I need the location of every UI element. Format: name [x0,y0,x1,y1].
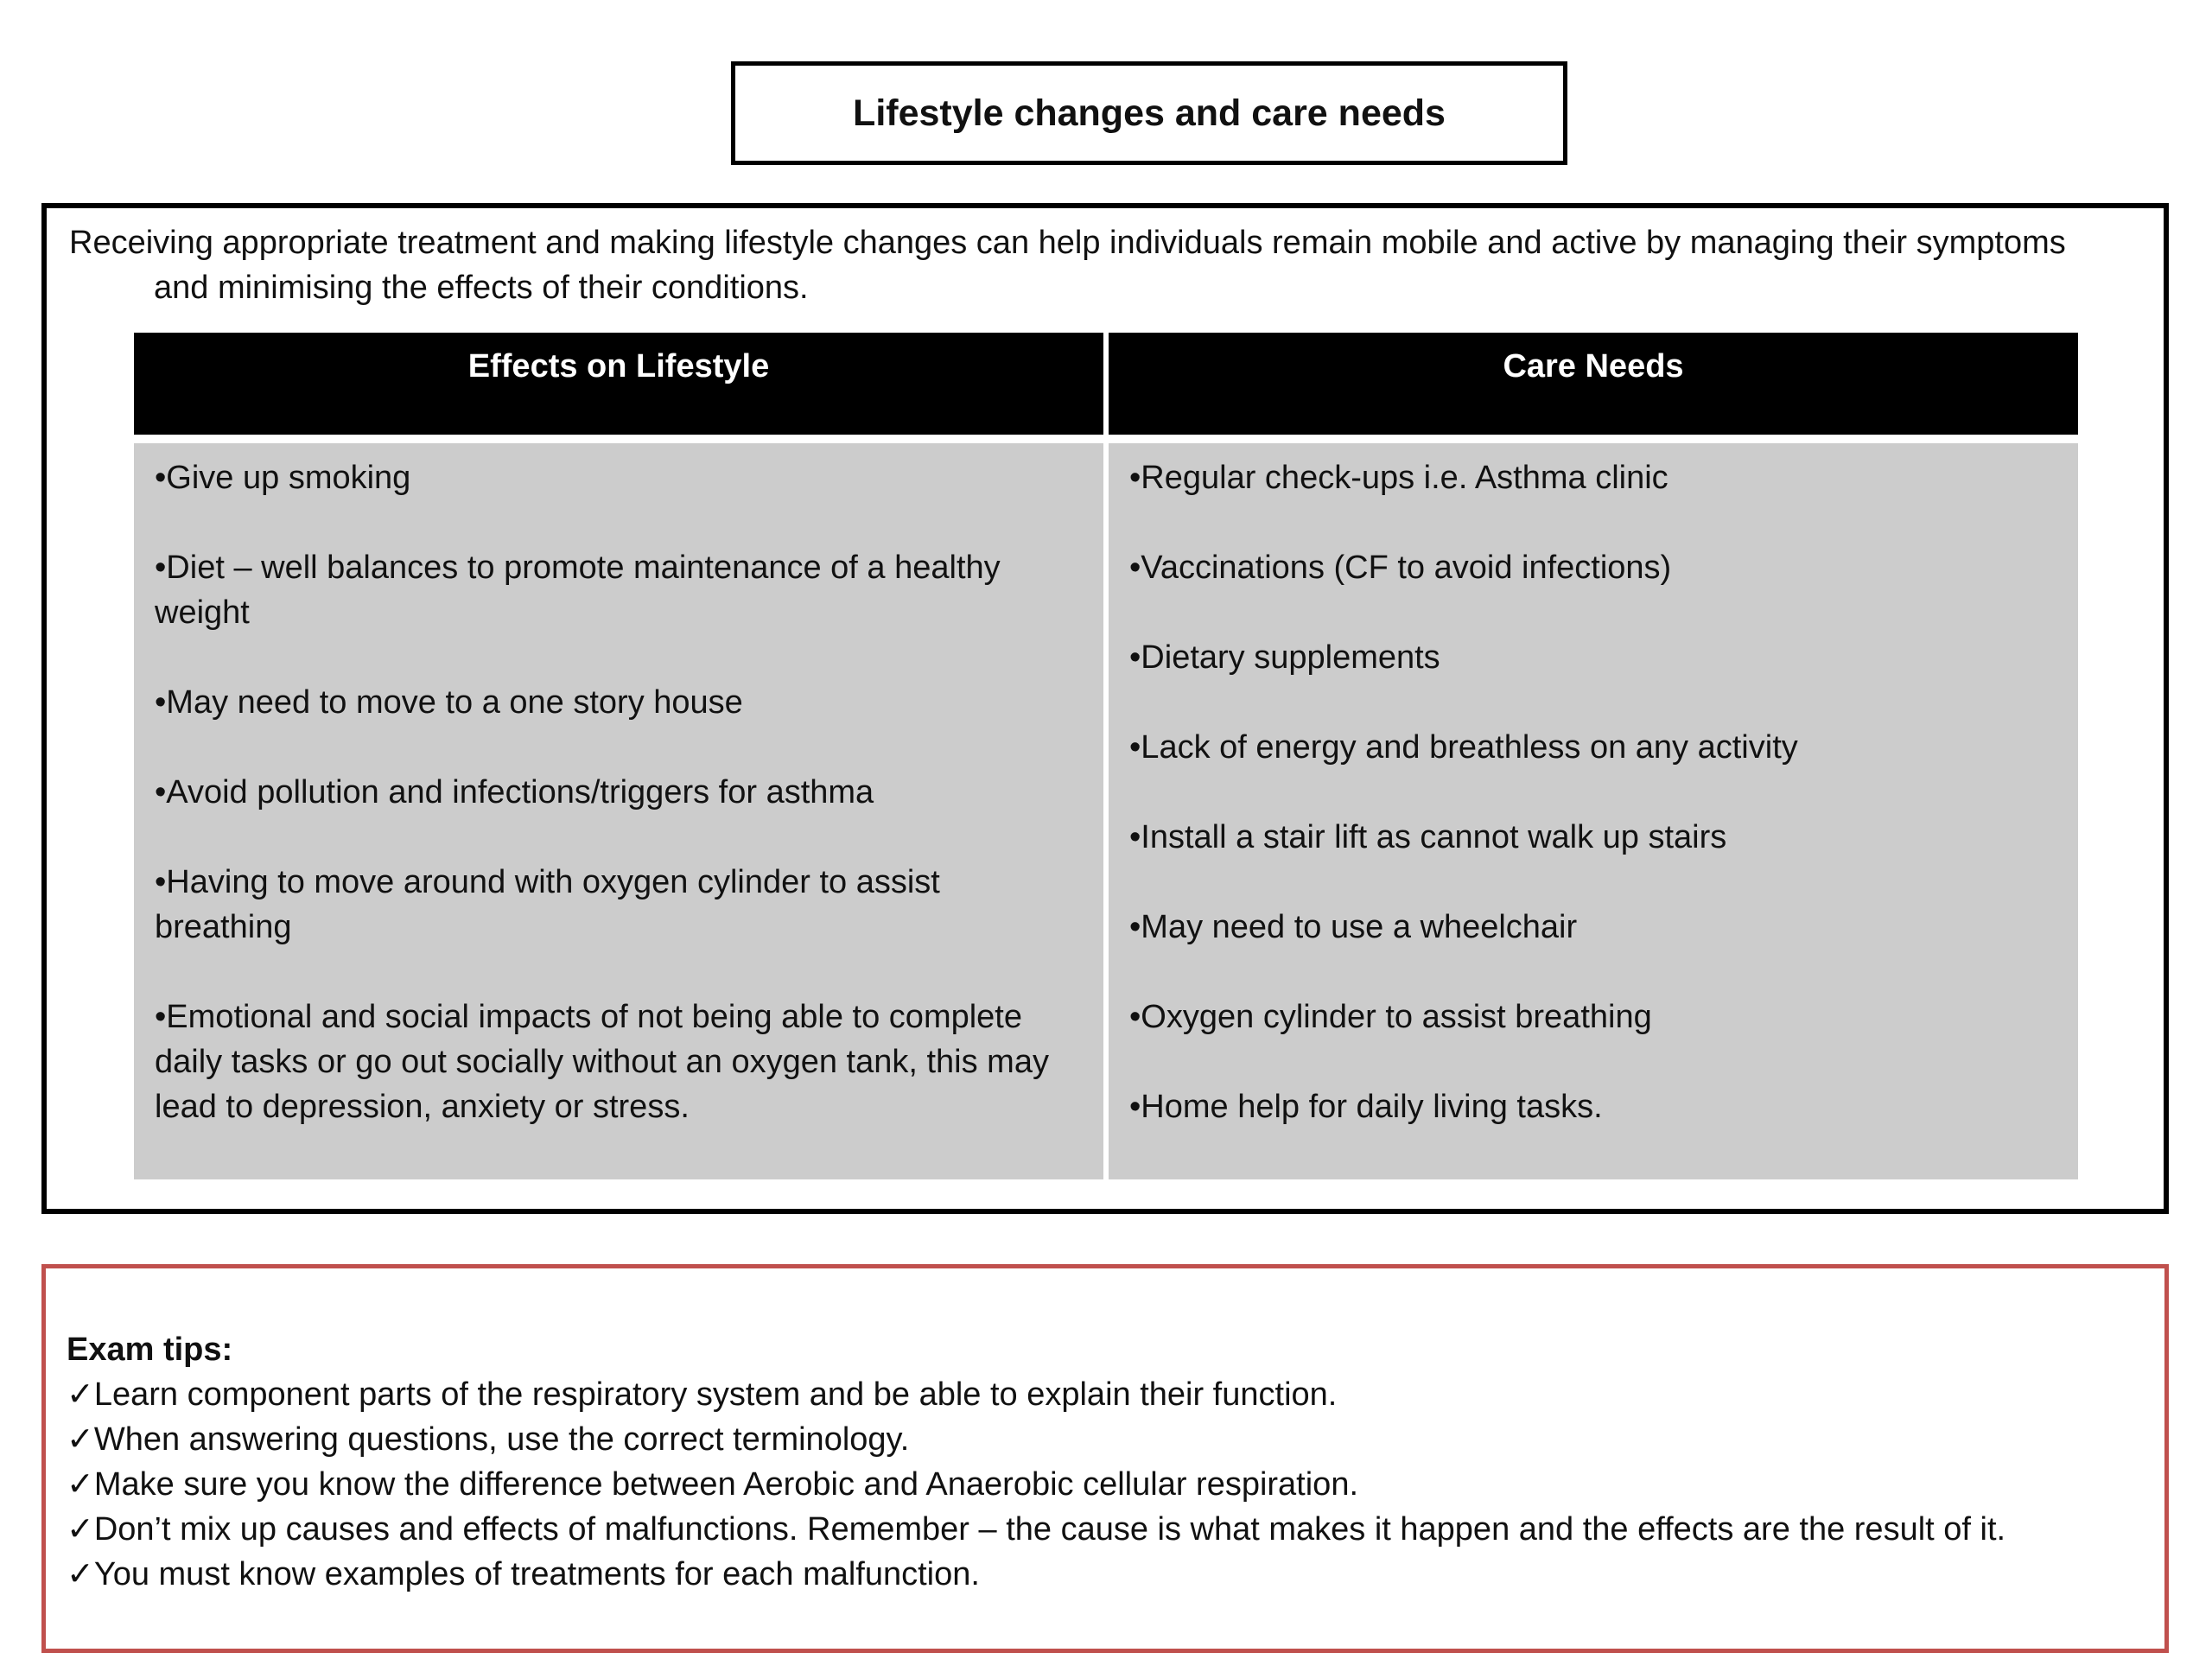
effects-item: •Give up smoking [155,460,411,496]
page-title [731,61,1567,165]
exam-tips-panel [41,1264,2169,1653]
care-needs-item: •Dietary supplements [1129,639,1440,676]
care-needs-item: •Regular check-ups i.e. Asthma clinic [1129,460,1669,496]
effects-item: •Emotional and social impacts of not being able to complete daily tasks or go out socially without an oxygen tank, this may lead to depression, anxiety or stress. [155,999,1049,1125]
exam-tip [67,1507,2005,1552]
exam-tip [67,1372,2005,1417]
lifestyle-care-table [134,333,2078,1179]
effects-item: •Avoid pollution and infections/triggers for asthma [155,774,874,810]
exam-tip-text: Learn component parts of the respiratory system and be able to explain their function. [93,1376,1338,1413]
check-icon: ✓ [67,1421,94,1458]
effects-item: •May need to move to a one story house [155,684,743,721]
exam-tip [67,1552,2005,1597]
effects-column [134,333,1103,1179]
care-needs-item: •Oxygen cylinder to assist breathing [1129,999,1652,1035]
care-needs-item: •Lack of energy and breathless on any activity [1129,729,1798,766]
effects-item: •Having to move around with oxygen cylinder to assist breathing [155,864,940,945]
exam-tip-text: Don’t mix up causes and effects of malfunctions. Remember – the cause is what makes it happen and the effects are the result of it. [93,1511,2006,1548]
care-needs-item: •Install a stair lift as cannot walk up stairs [1129,819,1727,855]
care-needs-column [1109,333,2078,1179]
check-icon: ✓ [67,1466,94,1503]
care-needs-header: Care Needs [1109,333,2078,435]
exam-tip-text: You must know examples of treatments for each malfunction. [93,1556,980,1592]
exam-tip-text: When answering questions, use the correct terminology. [93,1421,910,1458]
exam-tip [67,1462,2005,1507]
care-needs-item: •Vaccinations (CF to avoid infections) [1129,550,1672,586]
effects-list [134,443,1103,1179]
content-panel [41,203,2169,1214]
effects-item: •Diet – well balances to promote maintenance of a healthy weight [155,550,1001,631]
check-icon: ✓ [67,1376,94,1413]
exam-tip [67,1417,2005,1462]
exam-tips-heading: Exam tips: [67,1332,233,1368]
exam-tip-text: Make sure you know the difference between Aerobic and Anaerobic cellular respiration. [93,1466,1359,1503]
care-needs-list [1109,443,2078,1179]
care-needs-item: •Home help for daily living tasks. [1129,1089,1603,1125]
page-title-text: Lifestyle changes and care needs [853,92,1446,134]
check-icon: ✓ [67,1556,94,1592]
care-needs-item: •May need to use a wheelchair [1129,909,1578,945]
intro-paragraph: Receiving appropriate treatment and making lifestyle changes can help individuals remain mobile and active by managing their symptoms and minimising the effects of their conditions. [69,225,2066,306]
effects-header: Effects on Lifestyle [134,333,1103,435]
exam-tips-content [67,1327,2005,1597]
check-icon: ✓ [67,1511,94,1548]
